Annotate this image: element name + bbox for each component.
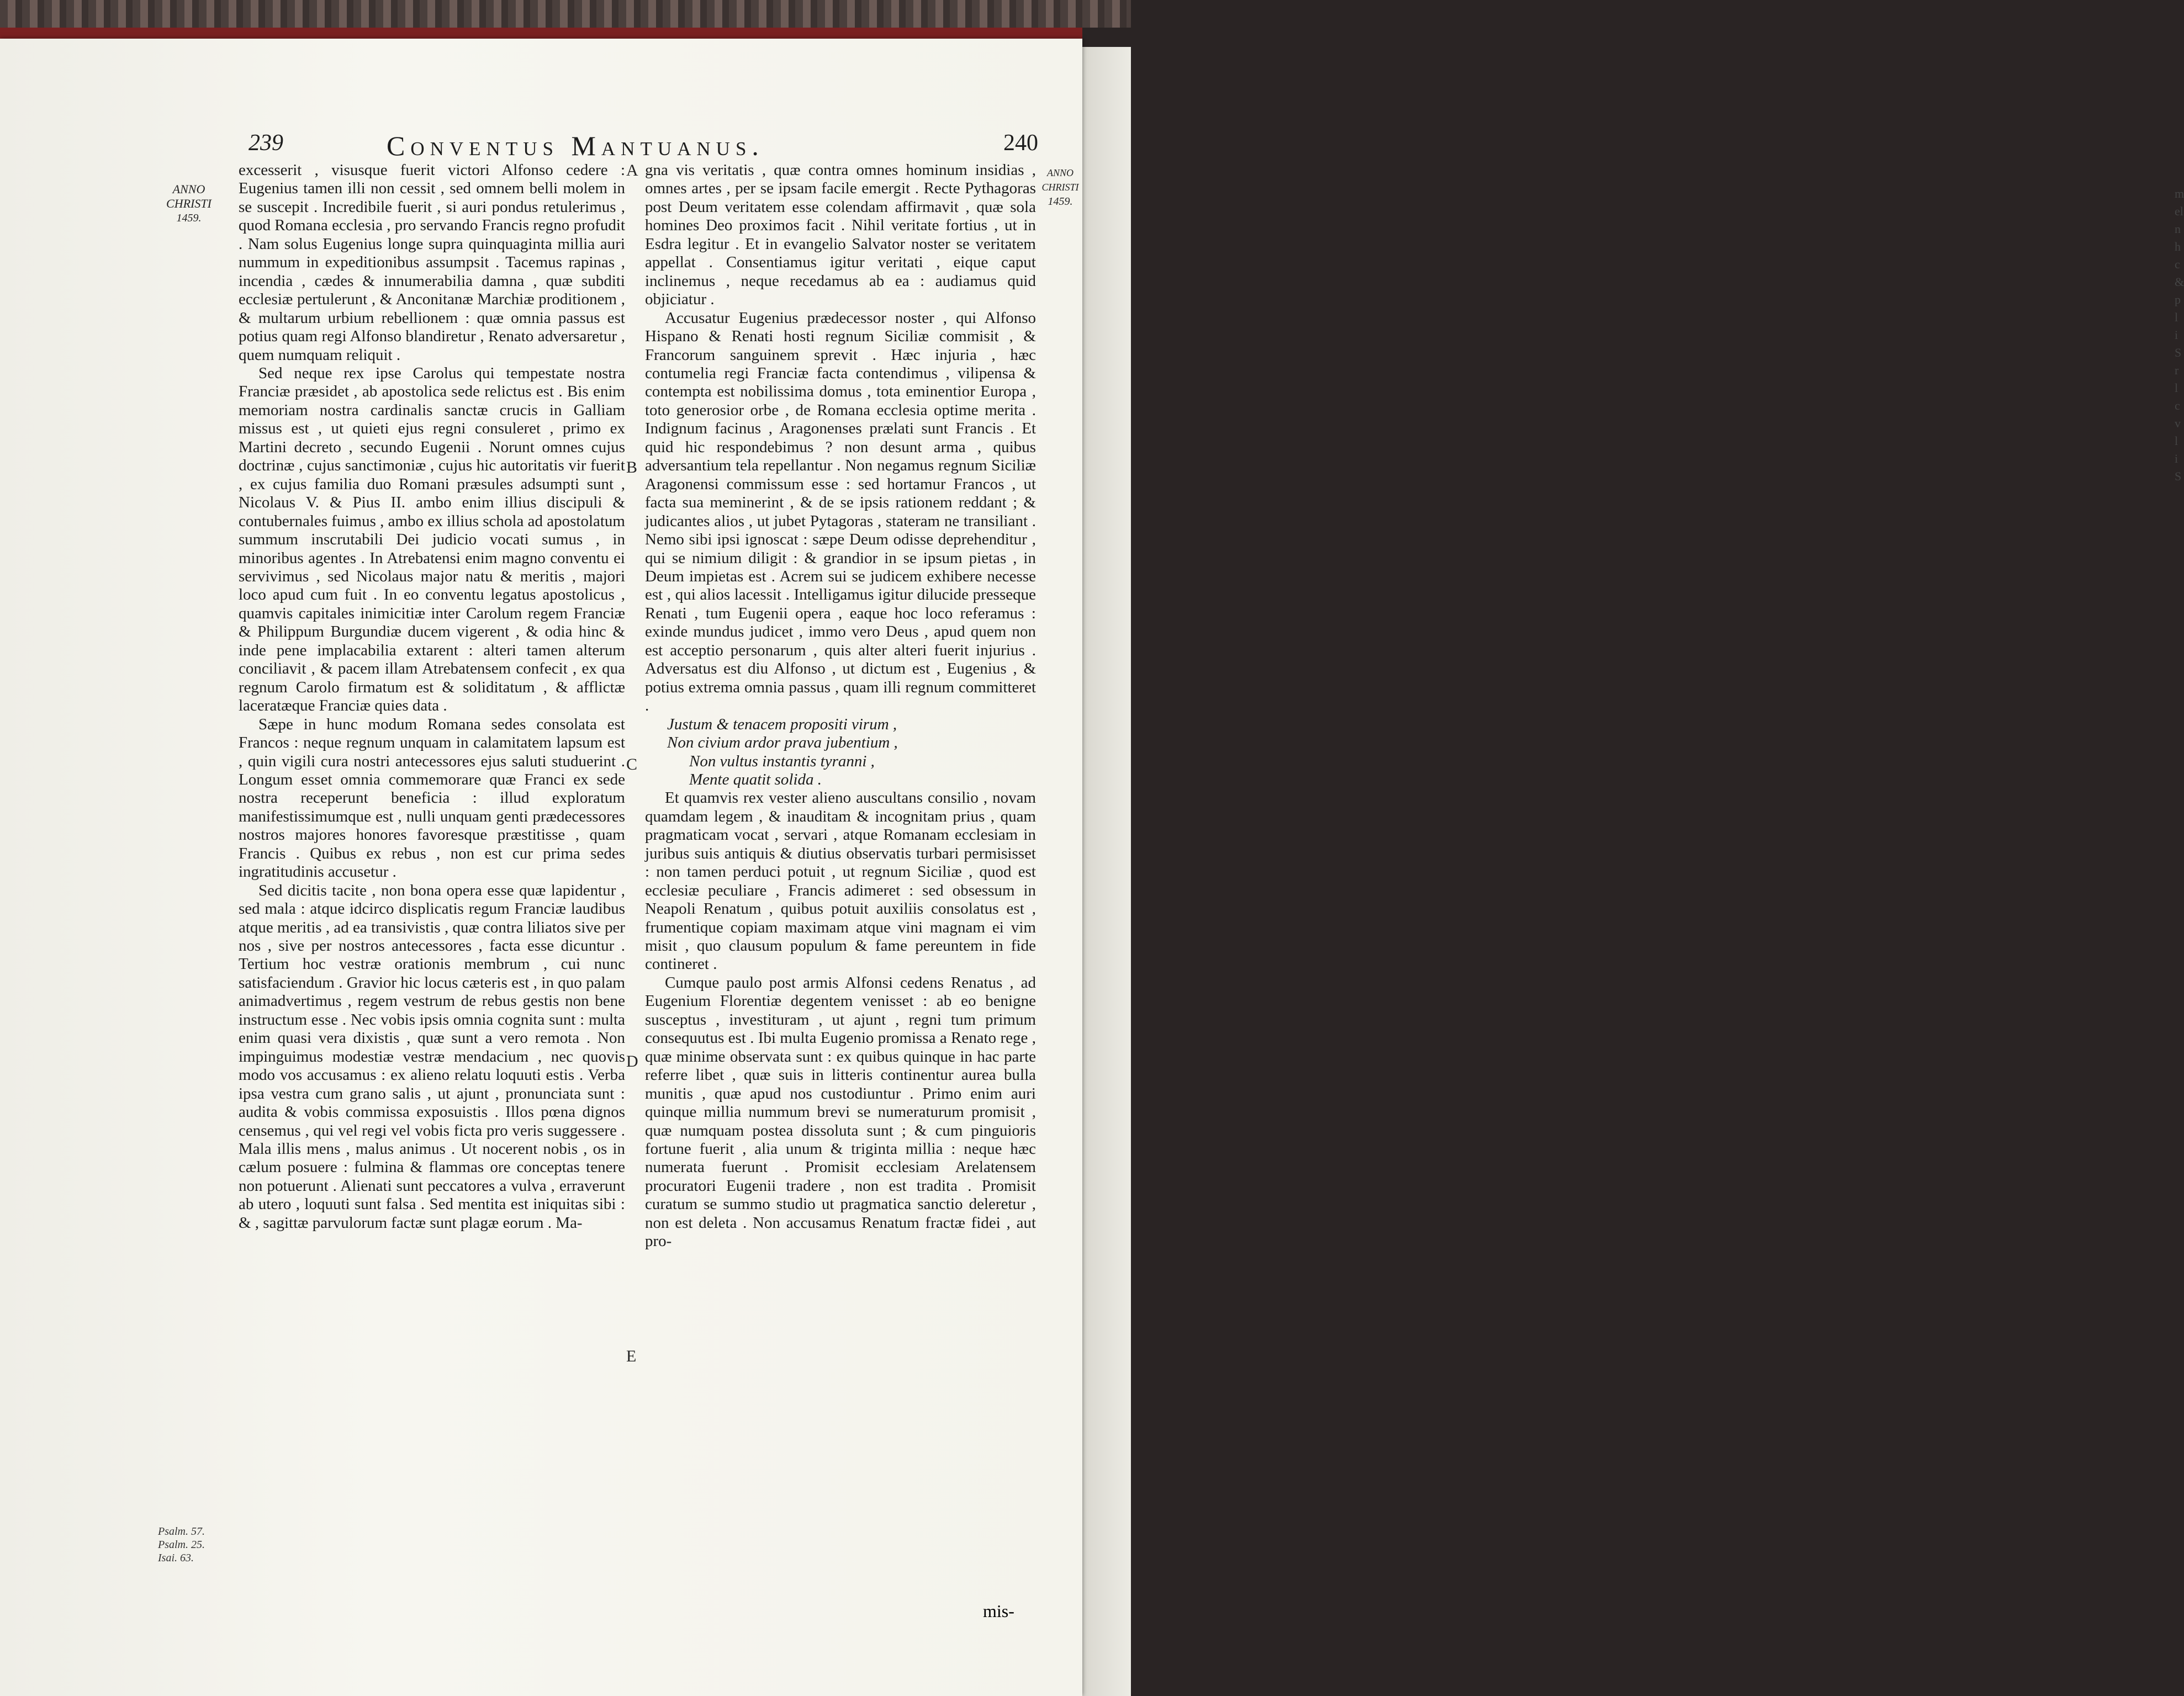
- section-marker-c: C: [626, 755, 638, 773]
- margin-anno-right: ANNO: [1046, 167, 1074, 178]
- edge-letter: i: [2175, 328, 2178, 342]
- edge-letter: v: [2175, 416, 2181, 430]
- running-title: Conventus Mantuanus.: [387, 130, 764, 161]
- edge-letter: l: [2175, 434, 2178, 448]
- verse-line: Mente quatit solida .: [689, 770, 822, 788]
- paragraph: Cumque paulo post armis Alfonsi cedens Renatus , ad Eugenium Florentiæ degentem venisset : ab eo benigne susceptus , investituram , ut ajunt , regni tum primum consequutus est . Ibi multa Eugenio promissa a Renato rege , quæ minime observata sunt : ex quibus quinque in hac parte referre libet , quæ suis in litteris continentur aurea bulla munitis , quæ apud nos custodiuntur . Primo enim auri quinque millia nummum brevi se numeraturum promisit , quæ numquam postea dissoluta sunt ; & cum pinguioris fortune fuerit , alia unum & triginta millia : neque hæc numerata fuerunt . Promisit ecclesiam Arelatensem procuratori Eugenii tradere , non est tradita . Promisit curatum se summo studio ut pragmatica sanctio deleretur , non est deleta . Non accusamus Renatum fractæ fidei , aut pro-: [645, 973, 1036, 1250]
- right-page-number: 240: [1003, 130, 1038, 156]
- section-marker-e: E: [626, 1347, 637, 1365]
- verse-line: Non civium ardor prava jubentium ,: [667, 734, 898, 752]
- edge-letter: n: [2175, 222, 2181, 236]
- section-marker-b: B: [626, 458, 638, 476]
- psalm-ref: Isai. 63.: [158, 1552, 194, 1564]
- edge-letter: c: [2175, 399, 2180, 412]
- edge-letter: el: [2175, 204, 2183, 218]
- psalm-references: [158, 1525, 205, 1565]
- background-fabric: [0, 0, 1131, 28]
- paragraph: Et quamvis rex vester alieno auscultans consilio , novam quamdam legem , & inauditam & incognitam prius , quam pragmaticam vocat , servari , atque Romanam ecclesiam in juribus suis antiquis & diutius observatis turbari permisisset : non tamen perduci potuit , ut regnum Siciliæ , quod est ecclesiæ peculiare , Francis adimeret : sed obsessum in Neapoli Renatum , quibus potuit auxiliis consolatus est , frumentique copiam maximam atque vini magnam ei vim misit , quo clausum populum & fame pereuntem in fide contineret .: [645, 789, 1036, 973]
- edge-letter: c: [2175, 257, 2180, 271]
- margin-christi-right: CHRISTI: [1041, 182, 1079, 193]
- right-column-paragraphs-continued: [645, 789, 1036, 1250]
- paragraph: Sed neque rex ipse Carolus qui tempestate nostra Franciæ præsidet , ab apostolica sede relictus est . Bis enim memoriam nostra cardinalis sanctæ crucis in Galliam missus est , ut quieti ejus regni consuleret , primo ex Martini decreto , secundo Eugenii . Norunt omnes cujus doctrinæ , cujus sanctimoniæ , cujus hic autoritatis vir fuerit , ex cujus familia duo Romani præsules adsumpti sunt , Nicolaus V. & Pius II. ambo enim illius discipuli & contubernales fuimus , ambo ex illius schola ad apostolatum summum inscrutabili Dei judicio vocati sumus , in minoribus agentes . In Atrebatensi enim magno conventu ei servivimus , sed Nicolaus major natu & meritis , majori loco apud cum fuit . In eo conventu legatus apostolicus , quamvis capitales inimicitiæ inter Carolum regem Franciæ & Philippum Burgundiæ ducem vigerent , & odia hinc & inde pene implacabilia extarent : alteri tamen alterum conciliavit , & pacem illam Atrebatensem confecit , ex qua regnum Carolo firmatum est & soliditatum , & afflictæ laceratæque Franciæ quies data .: [239, 364, 625, 715]
- edge-letter: h: [2175, 240, 2181, 253]
- edge-letter: &: [2175, 275, 2184, 289]
- margin-christi: CHRISTI: [166, 197, 211, 210]
- psalm-ref: Psalm. 57.: [158, 1525, 205, 1538]
- paragraph: Sæpe in hunc modum Romana sedes consolata est Francos : neque regnum unquam in calamitatem lapsum est , quin vigili cura nostri antecessores ejus saluti studuerint . Longum esset omnia commemorare quæ Franci ex sede nostra receperunt beneficia : illud exploratum manifestissimumque est , nulli unquam genti prædecessores nostros majores honores favoresque præstitisse , quam Francis . Quibus ex rebus , non est cur prima sedes ingratitudinis accusetur .: [239, 715, 625, 881]
- verse-line: Non vultus instantis tyranni ,: [689, 752, 875, 770]
- page-header: [237, 130, 1038, 163]
- paragraph: gna vis veritatis , quæ contra omnes hominum insidias , omnes artes , per se ipsam facile emergit . Recte Pythagoras post Deum veritatem esse colendam affirmavit , quæ sola homines Deo proximos facit . Nihil veritate fortius , ut in Esdra legitur . Et in evangelio Salvator noster se veritatem appellat . Consentiamus igitur veritati , eique caput inclinemus , neque recedamus ab ea : audiamus quid objiciatur .: [645, 161, 1036, 309]
- paragraph: Sed dicitis tacite , non bona opera esse quæ lapidentur , sed mala : atque idcirco displicatis regum Franciæ laudibus atque meritis , ad ea transivistis , quæ contra liliatos sive per nos , sive per nostros antecessores , facta esse dicuntur . Tertium hoc vestræ orationis membrum , cui nunc satisfaciendum . Gravior hic locus cæteris est , in quo palam animadvertimus , regem vestrum de rebus gestis non bene instructum esse . Nec vobis ipsis omnia cognita sunt : multa enim quasi vera dixistis , quæ sunt a vero remota . Non impinguimus modestiæ vestræ mendacium , nec quovis modo vos accusamus : ex alieno relatu loquuti estis . Verba ipsa vestra cum grano salis , ut ajunt , pronunciata sunt : audita & vobis commissa exposuistis . Illos pœna dignos censemus , qui vel regi vel vobis ficta pro veris suggessere . Mala illis mens , malus animus . Ut nocerent nobis , os in cælum posuere : fulmina & flammas ore conceptas tenere non potuerunt . Alienati sunt peccatores a vulva , erraverunt ab utero , loquuti sunt falsa . Sed mentita est iniquitas sibi : & , sagittæ parvulorum factæ sunt plagæ eorum . Ma-: [239, 881, 625, 1232]
- edge-letter: l: [2175, 310, 2178, 324]
- margin-year: 1459.: [176, 212, 202, 224]
- section-marker-a: A: [626, 161, 638, 179]
- edge-letter: S: [2175, 346, 2182, 359]
- next-page-edge: [1082, 47, 2184, 1696]
- right-margin-year-note: [1038, 166, 1082, 209]
- edge-letter: r: [2175, 363, 2179, 377]
- verse-quotation: [645, 716, 1036, 789]
- edge-letter: S: [2175, 469, 2182, 483]
- left-text-column: [239, 161, 625, 1232]
- section-marker-d: D: [626, 1052, 638, 1070]
- verse-line: Justum & tenacem propositi virum ,: [667, 715, 897, 733]
- catchword: mis-: [983, 1601, 1014, 1621]
- edge-letter: l: [2175, 381, 2178, 395]
- psalm-ref: Psalm. 25.: [158, 1539, 205, 1551]
- paragraph: Accusatur Eugenius prædecessor noster , qui Alfonso Hispano & Renati hosti regnum Siciliæ commisit , & Francorum sanguinem sprevit . Hæc injuria , hæc contumelia regi Franciæ facta contendimus , vilipensa & contempta est nobilissima domus , tota eminentior Europa , toto generosior orbe , de Romana ecclesia optime merita . Indignum facinus , Aragonenses prælati sunt Francis . Et quid hic respondebimus ? non desunt arma , quibus adversantium tela repellantur . Non negamus regnum Siciliæ Aragonensi commissum esse : sed hortamur Francos , ut facta sua meminerint , & de se ipsis rationem reddant ; & judicantes alios , ut jubet Pytagoras , stateram ne transiliant . Nemo sibi ipsi ignoscat : sæpe Deum odisse deprehenditur , qui se nimium diligit : & grandior in se ipsum pietas , in Deum impietas est . Acrem sui se judicem exhibere necesse est , qui alios lacessit . Intelligamus igitur dilucide presseque Renati , tum Eugenii opera , eaque hoc loco referamus : exinde mundus judicet , immo vero Deus , apud quem non est acceptio personarum , quis alter alteri fuerit injurius . Adversatus est diu Alfonso , ut dictum est , Eugenius , & potius extrema omnia passus , quam illi regnum committeret .: [645, 309, 1036, 715]
- next-page-letters: [2175, 185, 2184, 485]
- edge-letter: p: [2175, 293, 2181, 306]
- left-page-number: 239: [248, 130, 283, 156]
- right-text-column: [645, 161, 1036, 1251]
- margin-anno: ANNO: [172, 182, 205, 196]
- paragraph: excesserit , visusque fuerit victori Alfonso cedere : Eugenius tamen illi non cessit , sed omnem belli molem in se suscepit . Incredibile fuerit , si auri pondus retulerimus , quod Romana ecclesia , pro servando Francis regno profudit . Nam solus Eugenius longe supra quinquaginta millia auri nummum in expeditionibus assumpsit . Tacemus rapinas , incendia , cædes & innumerabilia damna , quæ subditi ecclesiæ pertulerunt , & Anconitanæ Marchiæ proditionem , & multarum urbium rebellionem : quæ omnia passus est potius quam regi Alfonso blandiretur , Renato adversaretur , quem numquam reliquit .: [239, 161, 625, 364]
- margin-year-right: 1459.: [1048, 195, 1073, 208]
- edge-letter: m: [2175, 187, 2184, 200]
- edge-letter: i: [2175, 452, 2178, 465]
- right-column-paragraphs: [645, 161, 1036, 716]
- left-margin-year-note: [156, 182, 222, 225]
